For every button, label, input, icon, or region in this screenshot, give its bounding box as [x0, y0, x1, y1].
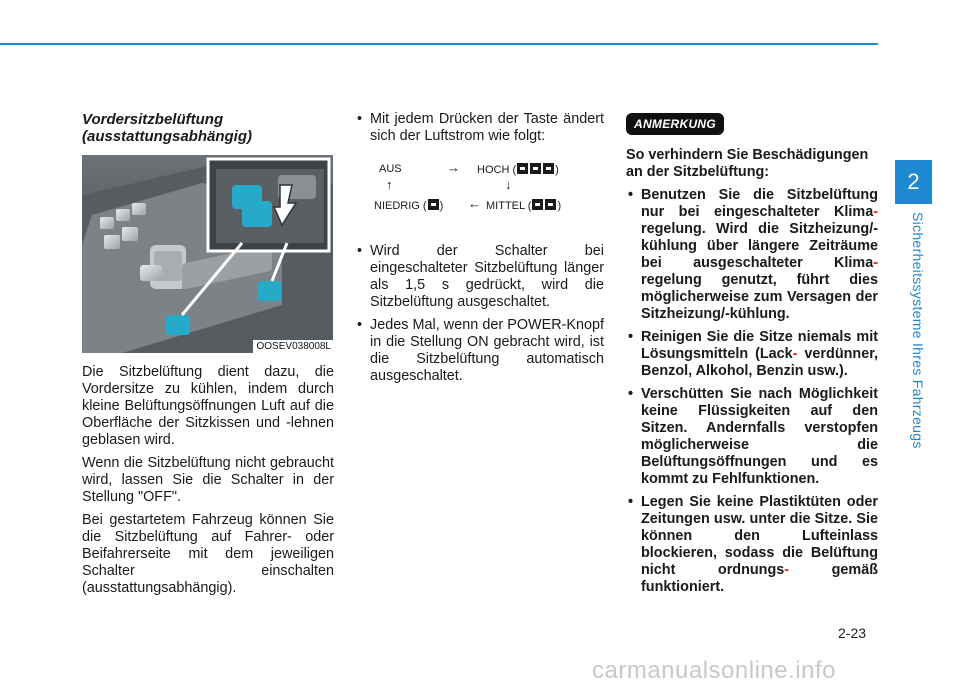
list-item-text: Legen Sie keine Plastiktüten oder Zeitungen usw. unter die Sitze. Sie können den Lufteinlass blockieren, sodass die Belüftung nicht ordnungs	[641, 494, 878, 578]
bullet-list	[355, 243, 604, 385]
fan-level-icon	[545, 199, 556, 210]
arrow-right-icon: →	[447, 160, 460, 175]
watermark-text: carmanualsonline.info	[592, 657, 836, 684]
console-illustration	[82, 155, 333, 353]
bullet-list	[355, 111, 604, 145]
paragraph: Die Sitzbelüftung dient dazu, die Vordersitze zu kühlen, indem durch kleine Belüftungsöffnungen Luft auf die Oberfläche der Sitzkissen und -lehnen geblasen wird.	[82, 364, 334, 448]
hyphen-mark: -	[873, 255, 878, 271]
list-item: • Mit jedem Drücken der Taste ändert sich der Luftstrom wie folgt:	[355, 111, 604, 145]
list-item-text: Reinigen Sie die Sitze niemals mit Lösungsmitteln (Lack	[641, 329, 878, 362]
diagram-high-label	[477, 163, 559, 176]
arrow-down-icon: ↓	[505, 177, 512, 192]
fan-level-icon	[530, 163, 541, 174]
hyphen-mark: -	[784, 562, 790, 578]
diagram-low-text: NIEDRIG (	[374, 200, 427, 212]
fan-level-icon	[532, 199, 543, 210]
list-item-text: regelung. Wird die Sitzheizung/-kühlung über längere Zeiträume bei ausgeschalteter Klima	[641, 221, 878, 271]
diagram-medium-label	[486, 199, 561, 212]
fan-level-icon	[543, 163, 554, 174]
diagram-close-paren: )	[439, 200, 444, 212]
diagram-medium-text: MITTEL (	[486, 200, 532, 212]
airflow-diagram	[355, 157, 604, 237]
header-rule	[0, 43, 878, 45]
arrow-left-icon: ←	[468, 196, 481, 211]
page-number: 2-23	[838, 625, 867, 641]
middle-column	[355, 111, 604, 391]
diagram-close-paren: )	[557, 200, 562, 212]
chapter-number-tab: 2	[895, 160, 932, 204]
list-item: • Jedes Mal, wenn der POWER-Knopf in die Stellung ON gebracht wird, ist die Sitzbelüftung automatisch ausgeschaltet.	[355, 317, 604, 385]
note-box	[626, 113, 878, 602]
list-item-text: regelung genutzt, führt dies möglicherweise zum Versagen der Sitzheizung/-kühlung.	[641, 272, 878, 322]
list-item: • Verschütten Sie nach Möglichkeit keine Flüssigkeiten auf den Sitzen. Andernfalls verstopfen möglicherweise die Belüftungsöffnungen und es kommt zu Fehlfunktionen.	[626, 386, 878, 488]
list-item-text: Benutzen Sie die Sitzbelüftung nur bei eingeschalteter Klima	[641, 187, 878, 220]
left-column	[82, 111, 334, 603]
diagram-high-text: HOCH (	[477, 164, 517, 176]
note-badge: ANMERKUNG	[626, 113, 724, 135]
image-code: OOSEV038008L	[253, 340, 334, 353]
seat-ventilation-photo	[82, 155, 333, 353]
chapter-title: Sicherheitssysteme Ihres Fahrzeugs	[910, 212, 926, 449]
paragraph: Bei gestartetem Fahrzeug können Sie die Sitzbelüftung auf Fahrer- oder Beifahrerseite mit dem jeweiligen Schalter einschalten (ausstattungsabhängig).	[82, 512, 334, 596]
diagram-close-paren: )	[555, 164, 559, 176]
paragraph: Wenn die Sitzbelüftung nicht gebraucht wird, lassen Sie die Schalter in der Stellung "OFF".	[82, 455, 334, 505]
list-item	[626, 329, 878, 380]
list-item	[626, 494, 878, 596]
list-item-text: gemäß funktioniert.	[641, 562, 878, 595]
list-item	[626, 187, 878, 323]
note-intro: So verhindern Sie Beschädigungen an der Sitzbelüftung:	[626, 147, 869, 180]
hyphen-mark: -	[873, 204, 878, 220]
arrow-up-icon: ↑	[386, 177, 393, 192]
list-item: • Wird der Schalter bei eingeschalteter Sitzbelüftung länger als 1,5 s gedrückt, wird die Sitzbelüftung ausgeschaltet.	[355, 243, 604, 311]
section-heading-line2: (ausstattungsabhängig)	[82, 128, 253, 145]
section-heading-line1: Vordersitzbelüftung	[82, 111, 224, 128]
fan-level-icon	[517, 163, 528, 174]
hyphen-mark: -	[792, 346, 798, 362]
section-heading	[82, 111, 334, 145]
list-item-text: verdünner, Benzol, Alkohol, Benzin usw.).	[641, 346, 878, 379]
diagram-off-label: AUS	[379, 163, 402, 175]
fan-level-icon	[428, 199, 439, 210]
note-list	[626, 187, 878, 596]
diagram-low-label	[374, 199, 443, 212]
